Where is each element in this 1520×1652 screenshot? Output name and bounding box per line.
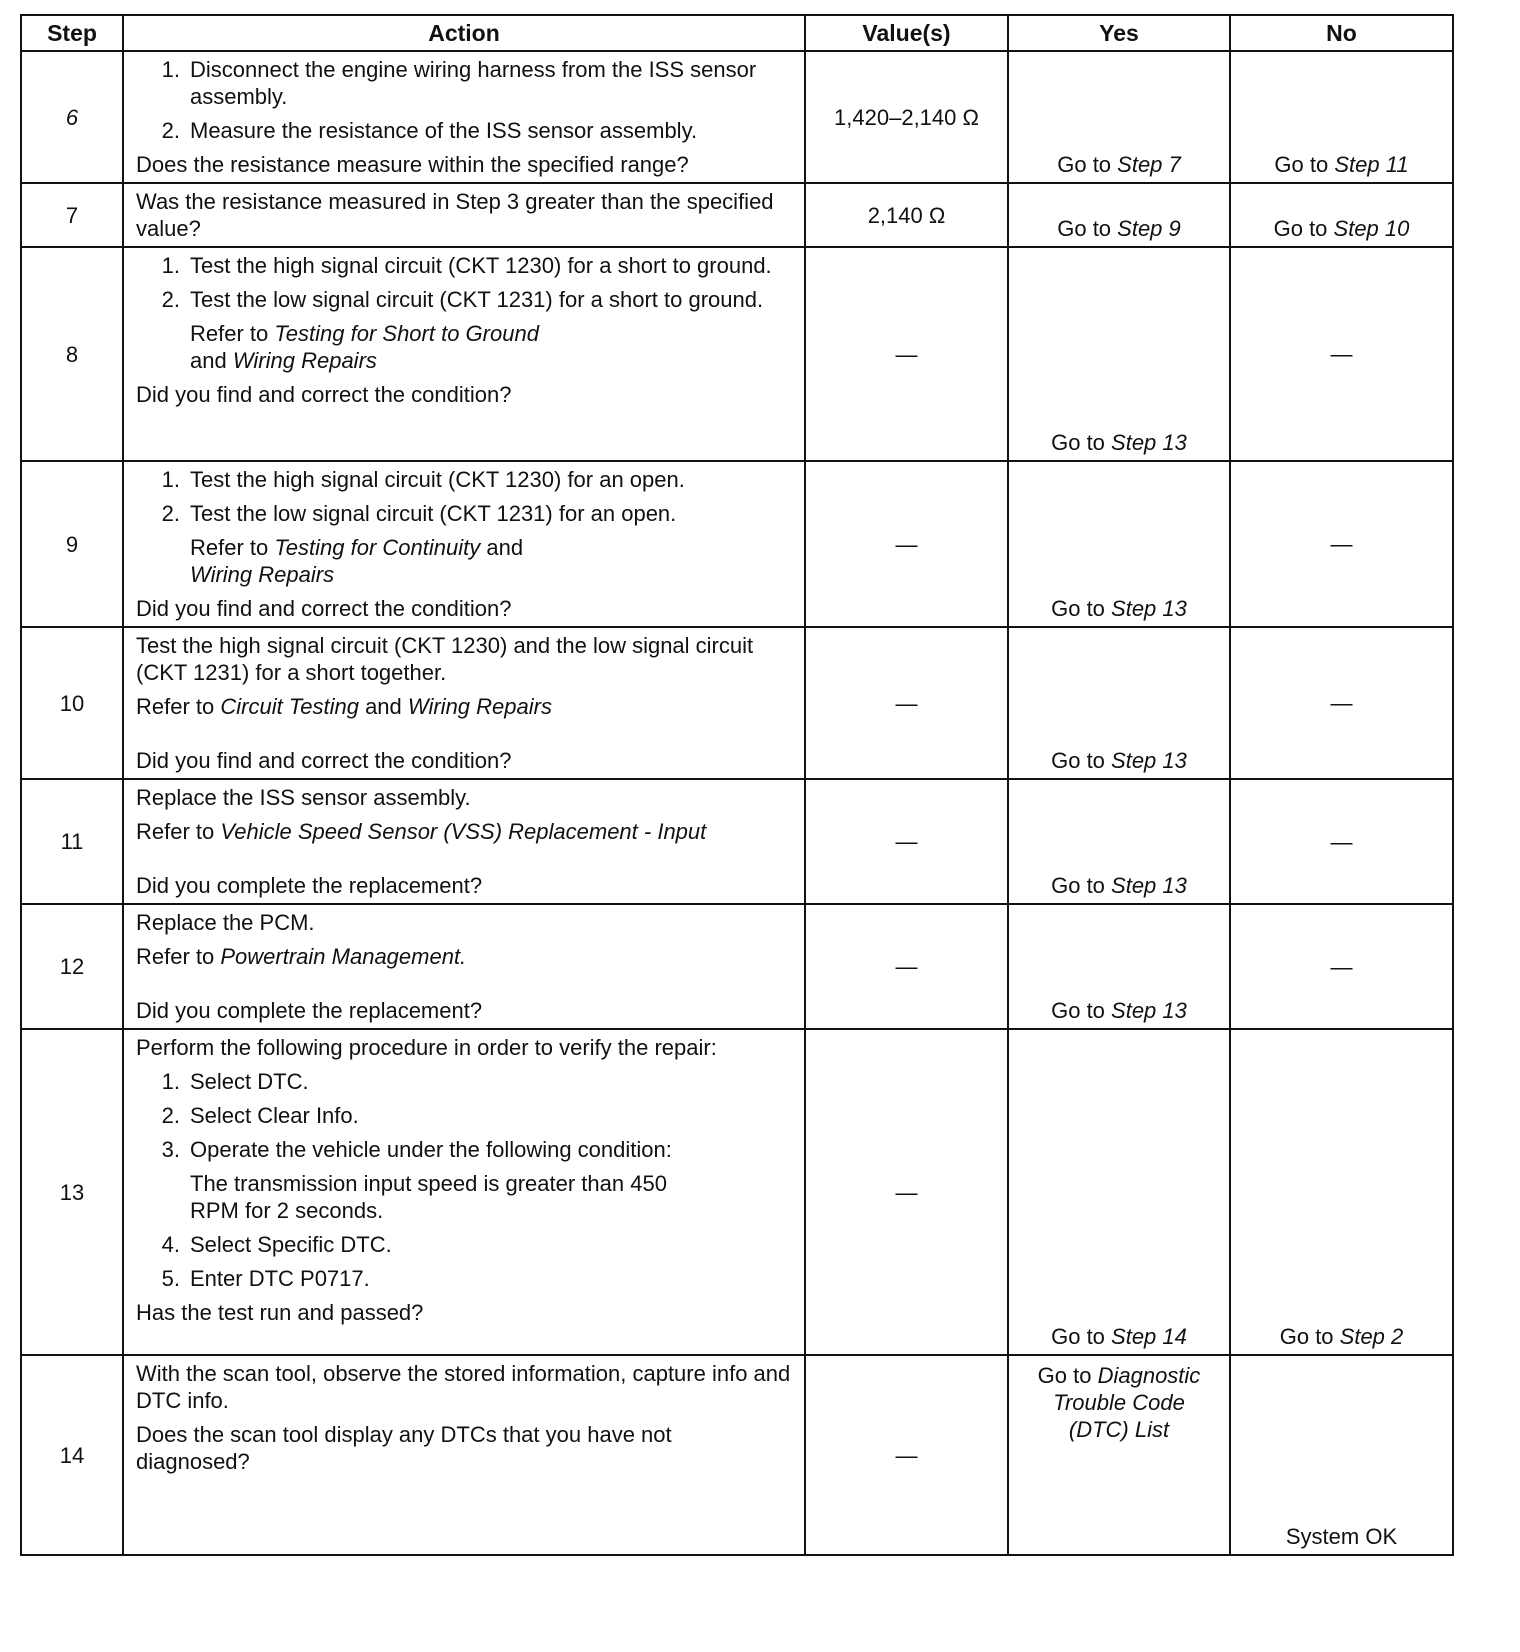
value-cell: —: [805, 779, 1008, 904]
header-no: No: [1230, 15, 1453, 51]
refer-text: Refer to Vehicle Speed Sensor (VSS) Replacement - Input: [136, 819, 707, 844]
refer-link[interactable]: Circuit Testing: [220, 694, 359, 719]
action-cell: [123, 461, 805, 627]
no-cell: [1230, 904, 1453, 1029]
refer-link[interactable]: Wiring Repairs: [232, 348, 377, 373]
no-cell: [1230, 1029, 1453, 1355]
refer-text: Refer to Powertrain Management.: [136, 944, 467, 969]
action-cell: [123, 1029, 805, 1355]
table-row-step-10: [21, 627, 1453, 779]
yes-cell: [1008, 904, 1230, 1029]
refer-text: Refer to Testing for Short to Ground and Wiring Repairs: [190, 321, 539, 373]
yes-cell: [1008, 247, 1230, 461]
value-cell: —: [805, 1355, 1008, 1555]
list-item: 2. Test the low signal circuit (CKT 1231) for a short to ground.: [161, 287, 764, 312]
yes-cell: [1008, 51, 1230, 183]
step-number: 10: [21, 627, 123, 779]
question-text: Did you find and correct the condition?: [136, 382, 512, 407]
value-cell: —: [805, 904, 1008, 1029]
value-cell: 2,140 Ω: [805, 183, 1008, 247]
list-item: 1. Test the high signal circuit (CKT 1230) for a short to ground.: [161, 253, 772, 278]
yes-link[interactable]: Go to Step 13: [1051, 873, 1187, 898]
yes-link[interactable]: Go to Step 7: [1057, 152, 1181, 177]
refer-link[interactable]: Wiring Repairs: [407, 694, 552, 719]
no-cell: [1230, 461, 1453, 627]
refer-link[interactable]: Vehicle Speed Sensor (VSS) Replacement - Input: [220, 819, 707, 844]
diagnostic-table-sheet: [20, 14, 1452, 1556]
action-text: With the scan tool, observe the stored information, capture info and DTC info.: [136, 1361, 791, 1413]
list-item: 4. Select Specific DTC.: [161, 1232, 392, 1257]
question-text: Did you find and correct the condition?: [136, 596, 512, 621]
header-row: [21, 15, 1453, 51]
value-cell: —: [805, 461, 1008, 627]
no-value: System OK: [1285, 1524, 1398, 1549]
no-value: —: [1330, 341, 1353, 367]
header-step: Step: [21, 15, 123, 51]
header-yes: Yes: [1008, 15, 1230, 51]
action-cell: [123, 779, 805, 904]
question-text: Does the scan tool display any DTCs that you have not diagnosed?: [136, 1422, 672, 1474]
action-text: Test the high signal circuit (CKT 1230) and the low signal circuit (CKT 1231) for a short together.: [136, 633, 754, 685]
refer-link[interactable]: Powertrain Management.: [220, 944, 467, 969]
step-number: 8: [21, 247, 123, 461]
yes-link[interactable]: Go to Step 13: [1051, 596, 1187, 621]
question-text: Does the resistance measure within the specified range?: [136, 152, 689, 177]
question-text: Did you complete the replacement?: [136, 873, 483, 898]
no-value: —: [1330, 531, 1353, 557]
value-cell: 1,420–2,140 Ω: [805, 51, 1008, 183]
list-item: 1. Disconnect the engine wiring harness from the ISS sensor assembly.: [161, 57, 757, 109]
action-cell: [123, 51, 805, 183]
yes-cell: [1008, 779, 1230, 904]
value-cell: —: [805, 627, 1008, 779]
action-text: Replace the PCM.: [136, 910, 315, 935]
no-cell: [1230, 779, 1453, 904]
action-cell: [123, 904, 805, 1029]
question-text: Did you complete the replacement?: [136, 998, 483, 1023]
yes-cell: [1008, 461, 1230, 627]
table-row-step-12: [21, 904, 1453, 1029]
table-row-step-9: [21, 461, 1453, 627]
step-number: 12: [21, 904, 123, 1029]
yes-link[interactable]: Go to Step 13: [1051, 998, 1187, 1023]
step-number: 13: [21, 1029, 123, 1355]
step-number: 7: [21, 183, 123, 247]
yes-cell: [1008, 1355, 1230, 1555]
table-row-step-8: [21, 247, 1453, 461]
step-number: 14: [21, 1355, 123, 1555]
diagnostic-table: [20, 14, 1454, 1556]
no-cell: [1230, 183, 1453, 247]
table-row-step-14: [21, 1355, 1453, 1555]
action-text: Replace the ISS sensor assembly.: [136, 785, 471, 810]
action-cell: [123, 627, 805, 779]
no-value: —: [1330, 690, 1353, 716]
table-row-step-11: [21, 779, 1453, 904]
step-number: 11: [21, 779, 123, 904]
header-action: Action: [123, 15, 805, 51]
refer-text: Refer to Circuit Testing and Wiring Repairs: [136, 694, 552, 719]
list-item: 1. Test the high signal circuit (CKT 1230) for an open.: [161, 467, 685, 492]
header-values: Value(s): [805, 15, 1008, 51]
intro-text: Perform the following procedure in order to verify the repair:: [136, 1035, 717, 1060]
list-item: 3. Operate the vehicle under the following condition:: [161, 1137, 672, 1162]
action-text: Was the resistance measured in Step 3 greater than the specified value?: [136, 189, 774, 241]
table-row-step-6: [21, 51, 1453, 183]
sub-item: The transmission input speed is greater than 450 RPM for 2 seconds.: [190, 1171, 667, 1223]
question-text: Did you find and correct the condition?: [136, 748, 512, 773]
no-cell: [1230, 627, 1453, 779]
yes-link[interactable]: Go to Step 13: [1051, 748, 1187, 773]
step-number: 6: [21, 51, 123, 183]
no-cell: [1230, 247, 1453, 461]
list-item: 1. Select DTC.: [161, 1069, 309, 1094]
no-link[interactable]: Go to Step 10: [1273, 216, 1410, 241]
list-item: 2. Test the low signal circuit (CKT 1231) for an open.: [161, 501, 677, 526]
refer-link[interactable]: Wiring Repairs: [190, 562, 335, 587]
no-link[interactable]: Go to Step 2: [1279, 1324, 1404, 1349]
yes-cell: [1008, 1029, 1230, 1355]
yes-link[interactable]: Go to Diagnostic Trouble Code (DTC) List: [1037, 1363, 1201, 1442]
action-cell: [123, 183, 805, 247]
table-row-step-7: [21, 183, 1453, 247]
value-cell: —: [805, 247, 1008, 461]
no-link[interactable]: Go to Step 11: [1274, 152, 1409, 177]
no-cell: [1230, 1355, 1453, 1555]
no-value: —: [1330, 829, 1353, 854]
refer-link[interactable]: Testing for Short to Ground: [274, 321, 539, 346]
refer-text: Refer to Testing for Continuity and Wiring Repairs: [190, 535, 524, 587]
yes-cell: [1008, 627, 1230, 779]
yes-cell: [1008, 183, 1230, 247]
list-item: 2. Select Clear Info.: [161, 1103, 359, 1128]
no-cell: [1230, 51, 1453, 183]
step-number: 9: [21, 461, 123, 627]
table-row-step-13: [21, 1029, 1453, 1355]
yes-link[interactable]: Go to Step 9: [1057, 216, 1181, 241]
yes-link[interactable]: Go to Step 14: [1051, 1324, 1187, 1349]
yes-link[interactable]: Go to Step 13: [1051, 430, 1187, 455]
question-text: Has the test run and passed?: [136, 1300, 424, 1325]
list-item: 5. Enter DTC P0717.: [161, 1266, 370, 1291]
action-cell: [123, 1355, 805, 1555]
action-cell: [123, 247, 805, 461]
value-cell: —: [805, 1029, 1008, 1355]
refer-link[interactable]: Testing for Continuity: [274, 535, 481, 560]
no-value: —: [1330, 954, 1353, 979]
list-item: 2. Measure the resistance of the ISS sensor assembly.: [161, 118, 698, 143]
